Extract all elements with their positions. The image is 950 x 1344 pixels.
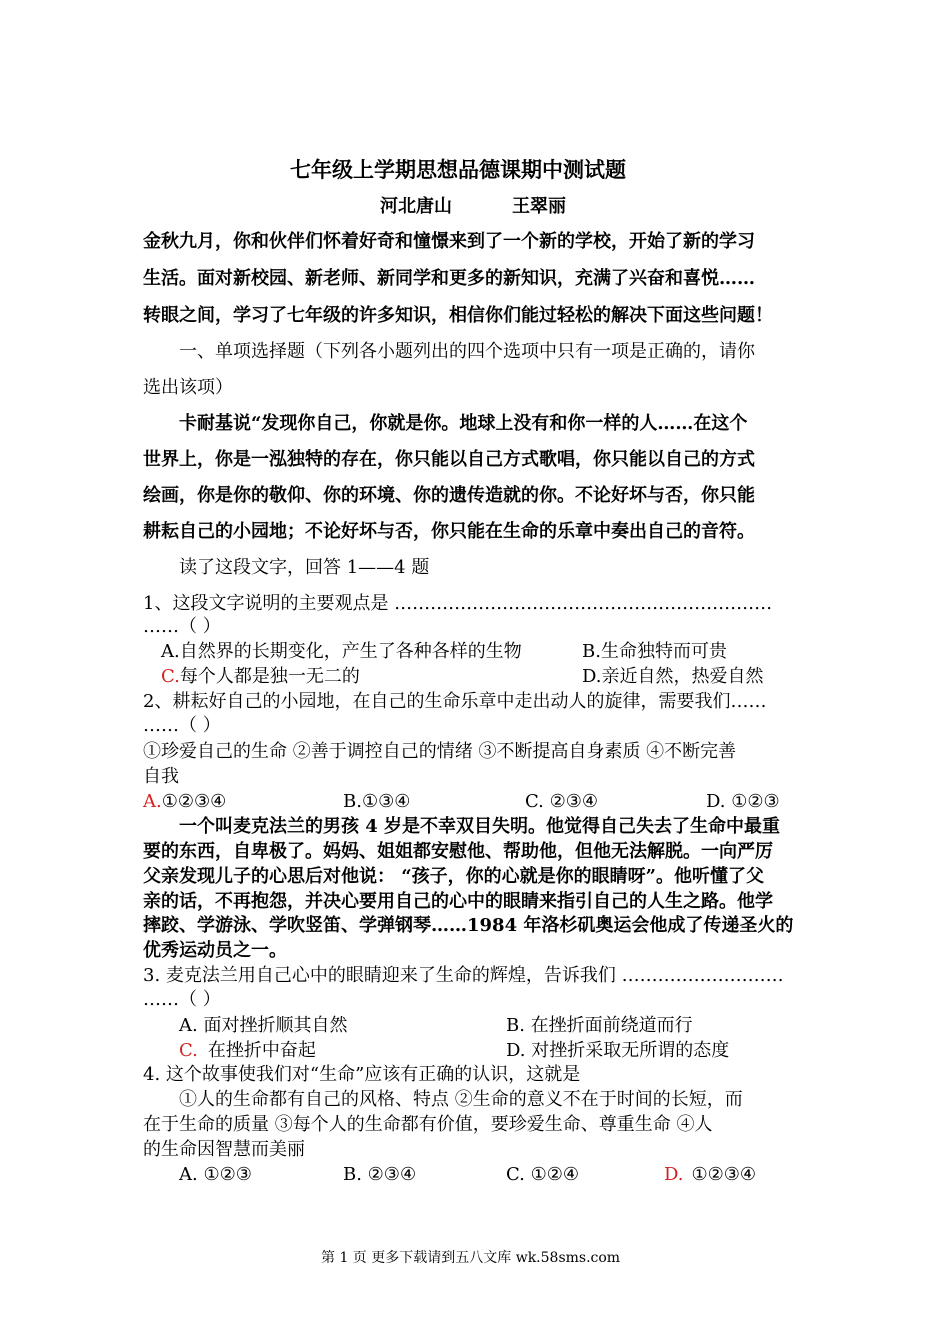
passage-line: 耕耘自己的小园地；不论好坏与否，你只能在生命的乐章中奏出自己的音符。 xyxy=(143,521,755,542)
option-d: D. ①②③ xyxy=(706,791,780,812)
passage-line: 父亲发现儿子的心思后对他说： “孩子，你的心就是你的眼睛呀”。他听懂了父 xyxy=(143,866,764,887)
correct-answer-letter: D. xyxy=(664,1164,684,1185)
option-b: B. ②③④ xyxy=(343,1164,417,1185)
question-items: ①珍爱自己的生命 ②善于调控自己的情绪 ③不断提高自身素质 ④不断完善 xyxy=(143,741,737,762)
passage-line: 摔跤、学游泳、学吹竖笛、学弹钢琴……1984 年洛杉矶奥运会他成了传递圣火的 xyxy=(143,915,794,936)
intro-line: 转眼之间，学习了七年级的许多知识，相信你们能过轻松的解决下面这些问题！ xyxy=(143,305,773,326)
answer-blank: ……（ ） xyxy=(143,616,221,637)
option-c: C. ①②④ xyxy=(506,1164,579,1185)
intro-line: 金秋九月，你和伙伴们怀着好奇和憧憬来到了一个新的学校，开始了新的学习 xyxy=(143,231,755,252)
answer-blank: ……（ ） xyxy=(143,715,221,736)
option-a: A. 面对挫折顺其自然 xyxy=(179,1015,348,1036)
question-stem: 1、这段文字说明的主要观点是 ……………………………………………………… xyxy=(143,593,773,614)
passage-line: 绘画，你是你的敬仰、你的环境、你的遗传造就的你。不论好坏与否，你只能 xyxy=(143,485,755,506)
passage-line: 优秀运动员之一。 xyxy=(143,940,287,961)
passage-line: 一个叫麦克法兰的男孩 4 岁是不幸双目失明。他觉得自己失去了生命中最重 xyxy=(179,816,781,837)
option-b: B.生命独特而可贵 xyxy=(582,641,727,662)
passage-line: 卡耐基说“发现你自己，你就是你。地球上没有和你一样的人……在这个 xyxy=(179,413,748,434)
answer-blank: ……（ ） xyxy=(143,989,221,1010)
page-title: 七年级上学期思想品德课期中测试题 xyxy=(290,157,626,182)
option-a: A. ①②③ xyxy=(179,1164,252,1185)
question-items: ①人的生命都有自己的风格、特点 ②生命的意义不在于时间的长短，而 xyxy=(179,1089,743,1110)
question-items: 自我 xyxy=(143,766,179,787)
question-items: 在于生命的质量 ③每个人的生命都有价值，要珍爱生命、尊重生命 ④人 xyxy=(143,1114,713,1135)
option-d: D.亲近自然，热爱自然 xyxy=(582,666,764,687)
section-heading: 一、单项选择题（下列各小题列出的四个选项中只有一项是正确的，请你 xyxy=(179,341,755,362)
option-d: D. 对挫折采取无所谓的态度 xyxy=(506,1040,730,1061)
correct-answer-letter: A. xyxy=(143,791,162,812)
option-a: A.①②③④ xyxy=(143,791,227,812)
passage-line: 要的东西，自卑极了。妈妈、姐姐都安慰他、帮助他，但他无法解脱。一向严厉 xyxy=(143,841,773,862)
instruction: 读了这段文字，回答 1——4 题 xyxy=(179,557,430,578)
option-c: C.每个人都是独一无二的 xyxy=(161,666,360,687)
section-heading: 选出该项） xyxy=(143,377,233,398)
correct-answer-letter: C. xyxy=(161,666,180,687)
question-stem: 4. 这个故事使我们对“生命”应该有正确的认识，这就是 xyxy=(143,1064,581,1085)
page-footer: 第 1 页 更多下载请到五八文库 wk.58sms.com xyxy=(321,1250,621,1266)
author-name: 王翠丽 xyxy=(512,196,566,217)
author-place: 河北唐山 xyxy=(380,196,452,217)
intro-line: 生活。面对新校园、新老师、新同学和更多的新知识，充满了兴奋和喜悦…… xyxy=(143,268,755,289)
question-stem: 3. 麦克法兰用自己心中的眼睛迎来了生命的辉煌，告诉我们 ……………………… xyxy=(143,965,784,986)
question-items: 的生命因智慧而美丽 xyxy=(143,1139,305,1160)
option-a: A.自然界的长期变化，产生了各种各样的生物 xyxy=(161,641,522,662)
passage-line: 世界上，你是一泓独特的存在，你只能以自己方式歌唱，你只能以自己的方式 xyxy=(143,449,755,470)
option-c: C. ②③④ xyxy=(525,791,598,812)
option-b: B. 在挫折面前绕道而行 xyxy=(506,1015,693,1036)
passage-line: 亲的话，不再抱怨，并决心要用自己的心中的眼睛来指引自己的人生之路。他学 xyxy=(143,891,773,912)
question-stem: 2、耕耘好自己的小园地，在自己的生命乐章中走出动人的旋律，需要我们…… xyxy=(143,691,767,712)
option-c: C. 在挫折中奋起 xyxy=(179,1040,316,1061)
option-d: D. ①②③④ xyxy=(664,1164,757,1185)
correct-answer-letter: C. xyxy=(179,1040,198,1061)
option-b: B.①③④ xyxy=(343,791,411,812)
